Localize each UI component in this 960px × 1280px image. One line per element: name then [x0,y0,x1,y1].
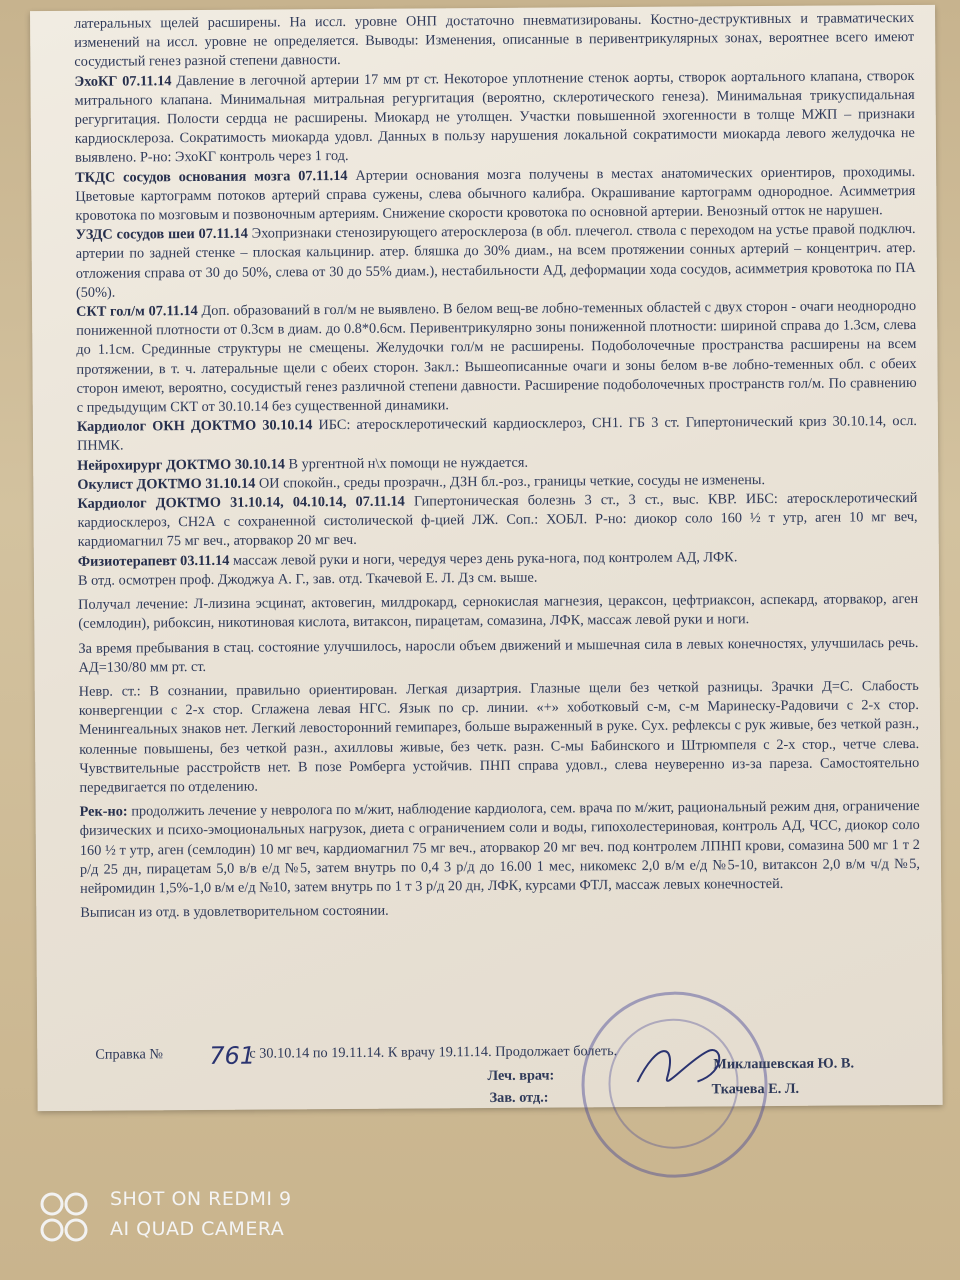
paragraph-text: продолжить лечение у невролога по м/жит, наблюдение кардиолога, сем. врача по м/жит, рациональный режим дня, ограничение физических и психо-эмоциональных нагрузок, диета с ограничением соли и воды, гипохолестериновая, контроль АД, ЧСС, диокор соло 160 ½ т утр, аген (семлодин) 10 мг веч, кардиомагнил 75 мг веч., аторвакор 20 мг веч. под контролем ЛПНП крови, сомазина 500 мг 1 т 2 р/д 25 дн, пирацетам 5,0 в/в е/д №5, затем внутрь по 0,4 3 р/д до 16.00 1 мес, никомекс 2,0 в/м е/д №5-10, витаксон 2,0 в/м ч/д №5, нейромидин 1,5%-1,0 в/м е/д №10, затем внутрь по 1 т 3 р/д 20 дн, ЛФК, курсами ФТЛ, массаж левых конечностей. [79,798,921,897]
paragraph-text: В ургентной н\х помощи не нуждается. [288,454,529,473]
document-paragraph [74,9,914,72]
document-paragraph [78,633,918,677]
paragraph-text: Артерии основания мозга получены в местах анатомических ориентиров, проходимы. Цветовые картограмм потоков артерий справа сужены, слева обычного калибра. Окрашивание картограмм однородное. Асимметрия кровотока по мозговым и позвоночным артериям. Снижение скорости кровотока по основной артерии. Венозный отток не нарушен. [75,163,916,224]
head-label: Зав. отд.: [489,1089,549,1106]
document-paragraph [76,297,917,418]
document-paragraph [74,67,915,169]
document-paragraph [75,163,915,226]
document-paragraph [78,590,918,634]
paragraph-heading: Кардиолог ОКН ДОКТМО 30.10.14 [76,417,313,436]
paragraph-heading: УЗДС сосудов шеи 07.11.14 [75,225,248,244]
paragraph-heading: ЭхоКГ 07.11.14 [74,72,172,90]
certificate-prefix: Справка № [95,1046,164,1063]
certificate-text: с 30.10.14 по 19.11.14. К врачу 19.11.14. Продолжает болеть. [249,1043,618,1062]
paragraph-heading: СКТ гол/м 07.11.14 [76,303,198,320]
document-paragraph [77,489,917,552]
document-paragraph [79,677,920,798]
paragraph-text: Эхопризнаки стенозирующего атеросклероза (в обл. плечегол. ствола с переходом на устье правой подключ. артерии по задней стенке – плоская кальцинир. атер. бляшка до 30% диам., на всем протяжении сонных артерий – концентрич. атер. отложения справа от 30 до 50%, слева от 30 до 55% диам.), нестабильности АД, деформации хода сосудов, асимметрия кровотока по ПА (50%). [75,221,916,301]
document-paragraph [77,412,917,456]
paragraph-text: Выписан из отд. в удовлетворительном состоянии. [80,902,389,921]
paragraph-heading: Нейрохирург ДОКТМО 30.10.14 [77,456,285,474]
paragraph-text: ОИ спокойн., среды прозрачн., ДЗН бл.-роз., границы четкие, сосуды не изменены. [258,471,766,492]
paragraph-text: Невр. ст.: В сознании, правильно ориентирован. Легкая дизартрия. Глазные щели без четкой разницы. Зрачки Д=С. Слабость конвергенции с 2-х стор. Сглажена левая НГС. Язык по ср. линии. «+» хоботковый с-м, с-м Маринеску-Радовичи с 2-х стор. Менингеальных знаков нет. Легкий левосторонний гемипарез, больше выраженный в руке. Сух. рефлексы с рук живые, без четкой разн., коленные повышены, без четкой разн., ахилловы живые, без четк. разн. С-мы Бабинского и Штрюмпеля с 2-х стор., четче слева. Чувствительные расстройств нет. В позе Ромберга устойчив. ПНП справа удовл., слева неуверенно из-за пареза. Самостоятельно передвигается по отделению. [78,677,920,796]
document-paragraph [76,220,917,303]
paragraph-text: Гипертоническая болезнь 3 ст., 3 ст., выс. КВР. ИБС: атеросклеротический кардиосклероз, СН2А с сохраненной систолической ф-цией ЛЖ. Соп.: ХОБЛ. Р-но: диокор соло 160 ½ т утр, аген 10 мг веч, кардиомагнил 75 мг веч., аторвакор 20 мг веч. [77,490,918,551]
paragraph-text: Получал лечение: Л-лизина эсцинат, актовегин, милдрокард, сернокислая магнезия, цераксон, цефтриаксон, аспекард, аторвакор, аген (семлодин), рибоксин, никотиновая кислота, витаксон, пирацетам, сомазина, ЛФК, массаж левой руки и ноги. [78,591,919,633]
paragraph-heading: Физиотерапевт 03.11.14 [77,552,230,570]
document-body [74,9,920,928]
paragraph-text: латеральных щелей расширены. На иссл. уровне ОНП достаточно пневматизированы. Костно-деструктивных и травматических изменений на иссл. уровне не определяется. Выводы: Изменения, описанные в перивентрикулярных зонах, вероятнее всего имеют сосудистый генез разной степени давности. [74,9,915,71]
head-name: Ткачева Е. Л. [711,1080,800,1098]
paragraph-text: ИБС: атеросклеротический кардиосклероз, СН1. ГБ 3 ст. Гипертонический криз 30.10.14, осл. ПНМК. [76,413,917,455]
camera-dots-icon [38,1188,102,1248]
doctor-name: Миклашевская Ю. В. [713,1055,855,1073]
document-paragraph [80,797,921,899]
paragraph-text: Доп. образований в гол/м не выявлено. В белом вещ-ве лобно-теменных областей с двух сторон - очаги неоднородно пониженной плотности от 0.3см в диам. до 0.8*0.6см. Перивентрикулярно зоны пониженной плотности: шириной справа до 1.3см, слева до 1.1см. Срединные структуры не смещены. Желудочки гол/м не расширены. Подоболочечные пространства расширены на всем протяжении, в т. ч. латеральные щели с обеих сторон. Закл.: Вышеописанные очаги и зоны белом в-ве лобно-теменных обл. с обеих сторон имеют, вероятно, сосудистый генез различной степени давности. Расширение подоболочечных пространств гол/м. По сравнению с предыдущим СКТ от 30.10.14 без существенной динамики. [76,298,917,416]
paragraph-text: В отд. осмотрен проф. Джоджуа А. Г., зав. отд. Ткачевой Е. Л. Дз см. выше. [77,569,538,589]
paragraph-heading: Рек-но: [79,803,128,820]
paragraph-heading: ТКДС сосудов основания мозга 07.11.14 [75,167,348,186]
paragraph-heading: Кардиолог ДОКТМО 31.10.14, 04.10.14, 07.11.14 [77,493,405,512]
signature-scribble [627,1031,737,1102]
paragraph-text: За время пребывания в стац. состояние улучшилось, наросли объем движений и мышечная сила в левых конечностях, улучшилась речь. АД=130/80 мм рт. ст. [78,634,919,676]
doctor-label: Леч. врач: [487,1067,555,1084]
discharge-document-page [30,5,943,1111]
paragraph-heading: Окулист ДОКТМО 31.10.14 [77,475,256,493]
paragraph-text: массаж левой руки и ноги, чередуя через день рука-нога, под контролем АД, ЛФК. [232,548,738,569]
certificate-number-handwritten: 761 [209,1041,256,1070]
certificate-line [95,1046,163,1063]
camera-watermark [38,1188,358,1248]
watermark-line-1: SHOT ON REDMI 9 [110,1188,292,1210]
paragraph-text: Давление в легочной артерии 17 мм рт ст. Некоторое уплотнение стенок аорты, створок аортального клапана, створок митрального клапана. Минимальная митральная регургитация (вероятно, склеротического генеза). Минимальная трикуспидальная регургитация. Полости сердца не расширены. Миокард не утолщен. Участки повышенной эхогенности в толще МЖП – признаки кардиосклероза. Сократимость миокарда удовл. Данных в пользу нарушения локальной сократимости миокарда левого желудочка не выявлено. Р-но: ЭхоКГ контроль через 1 год. [74,67,915,167]
watermark-line-2: AI QUAD CAMERA [110,1218,285,1240]
